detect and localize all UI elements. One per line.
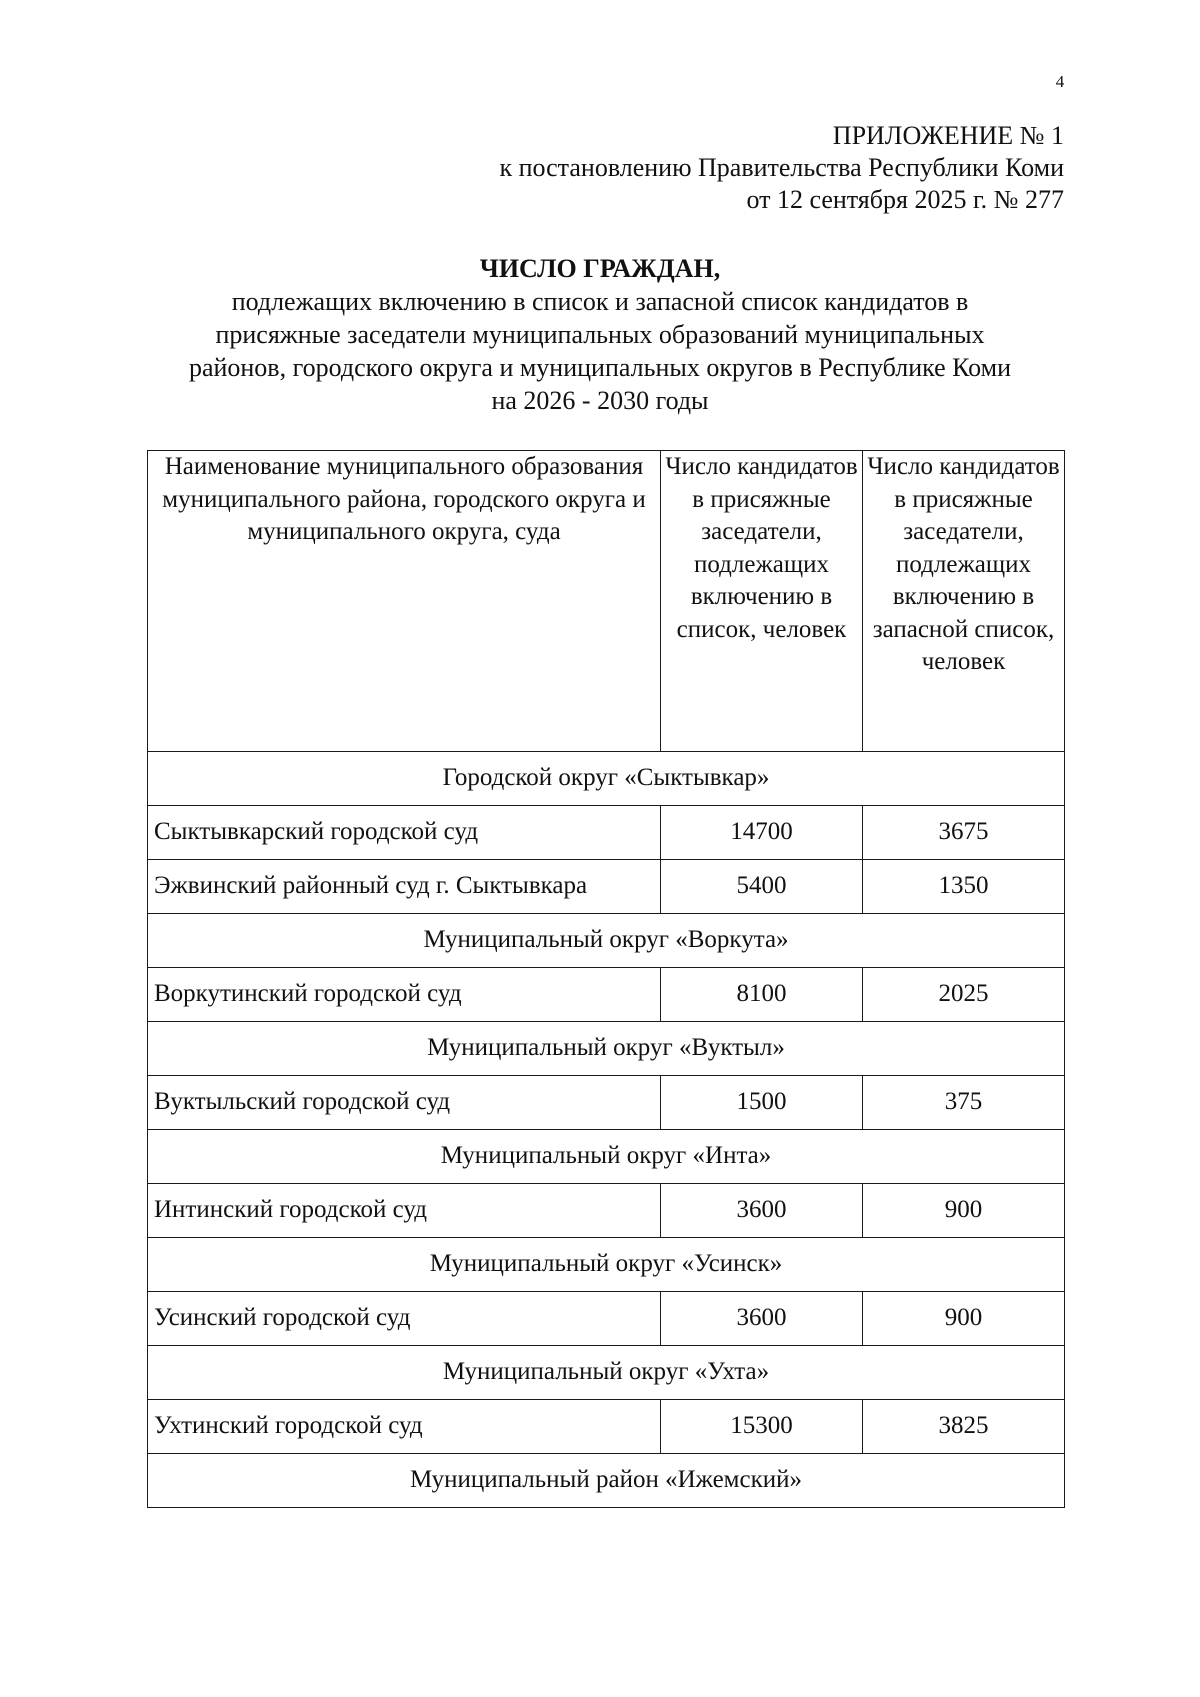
candidates-table xyxy=(147,450,1065,1508)
section-row xyxy=(148,1130,1065,1184)
list-count: 14700 xyxy=(661,806,863,860)
section-row xyxy=(148,1238,1065,1292)
list-count: 3600 xyxy=(661,1292,863,1346)
reserve-count: 900 xyxy=(863,1292,1065,1346)
table-row xyxy=(148,1076,1065,1130)
title-line-3: районов, городского округа и муниципальных округов в Республике Коми xyxy=(188,353,1012,382)
title-line-2: присяжные заседатели муниципальных образований муниципальных xyxy=(215,320,985,349)
appendix-number: ПРИЛОЖЕНИЕ № 1 xyxy=(832,121,1064,150)
table-row xyxy=(148,1400,1065,1454)
section-row xyxy=(148,1454,1065,1508)
header-list-count: Число кандидатов в присяжные заседатели, подлежащих включению в список, человек xyxy=(661,451,863,752)
section-row xyxy=(148,752,1065,806)
table-row xyxy=(148,806,1065,860)
table-header-row xyxy=(148,451,1065,752)
reserve-count: 2025 xyxy=(863,968,1065,1022)
court-name: Усинский городской суд xyxy=(148,1292,661,1346)
table-row xyxy=(148,968,1065,1022)
reserve-count: 900 xyxy=(863,1184,1065,1238)
reserve-count: 1350 xyxy=(863,860,1065,914)
list-count: 8100 xyxy=(661,968,863,1022)
court-name: Ухтинский городской суд xyxy=(148,1400,661,1454)
list-count: 5400 xyxy=(661,860,863,914)
reserve-count: 3825 xyxy=(863,1400,1065,1454)
section-row xyxy=(148,1022,1065,1076)
list-count: 1500 xyxy=(661,1076,863,1130)
court-name: Сыктывкарский городской суд xyxy=(148,806,661,860)
title-heading: ЧИСЛО ГРАЖДАН, xyxy=(479,254,721,283)
section-title: Муниципальный округ «Воркута» xyxy=(148,914,1065,968)
table-row xyxy=(148,1184,1065,1238)
section-row xyxy=(148,1346,1065,1400)
table-row xyxy=(148,1292,1065,1346)
header-reserve-count: Число кандидатов в присяжные заседатели, подлежащих включению в запасной список, человек xyxy=(863,451,1065,752)
list-count: 3600 xyxy=(661,1184,863,1238)
list-count: 15300 xyxy=(661,1400,863,1454)
appendix-block xyxy=(364,120,1064,216)
section-title: Муниципальный округ «Ухта» xyxy=(148,1346,1065,1400)
section-title: Муниципальный округ «Инта» xyxy=(148,1130,1065,1184)
table-row xyxy=(148,860,1065,914)
document-title xyxy=(140,252,1060,417)
section-title: Муниципальный округ «Усинск» xyxy=(148,1238,1065,1292)
reserve-count: 375 xyxy=(863,1076,1065,1130)
section-row xyxy=(148,914,1065,968)
court-name: Воркутинский городской суд xyxy=(148,968,661,1022)
header-name: Наименование муниципального образования муниципального района, городского округа и муниципального округа, суда xyxy=(148,451,661,752)
page-number: 4 xyxy=(1055,72,1065,91)
court-name: Вуктыльский городской суд xyxy=(148,1076,661,1130)
section-title: Муниципальный район «Ижемский» xyxy=(148,1454,1065,1508)
section-title: Муниципальный округ «Вуктыл» xyxy=(148,1022,1065,1076)
court-name: Эжвинский районный суд г. Сыктывкара xyxy=(148,860,661,914)
title-line-4: на 2026 - 2030 годы xyxy=(491,386,709,415)
title-line-1: подлежащих включению в список и запасной список кандидатов в xyxy=(231,287,969,316)
court-name: Интинский городской суд xyxy=(148,1184,661,1238)
appendix-date: от 12 сентября 2025 г. № 277 xyxy=(746,185,1064,214)
appendix-reference: к постановлению Правительства Республики Коми xyxy=(499,153,1064,182)
section-title: Городской округ «Сыктывкар» xyxy=(148,752,1065,806)
reserve-count: 3675 xyxy=(863,806,1065,860)
